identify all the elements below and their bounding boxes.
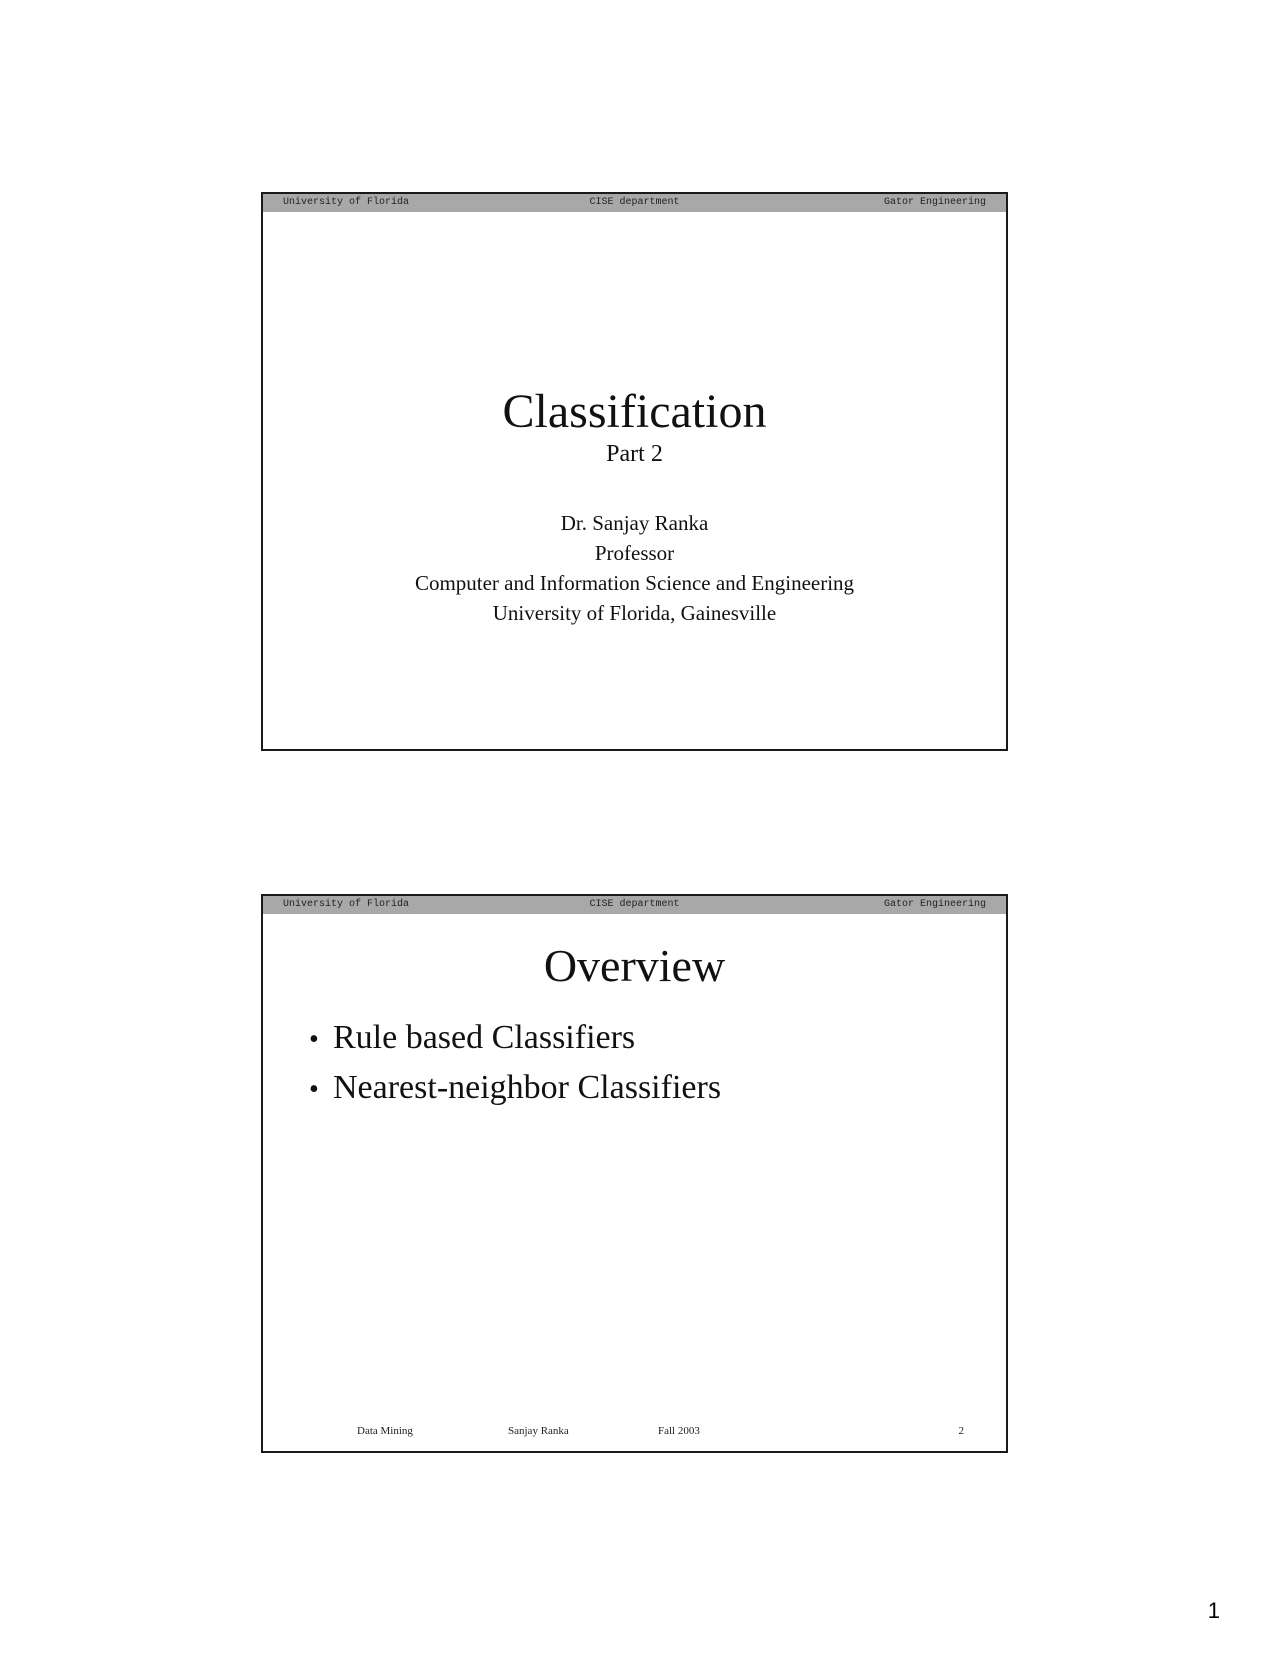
slide-1 <box>261 192 1008 751</box>
author-position: Professor <box>594 541 675 565</box>
slide-subtitle: Part 2 <box>606 441 663 467</box>
bullet-text: Nearest-neighbor Classifiers <box>333 1069 722 1106</box>
footer-slide-number: 2 <box>958 1425 964 1437</box>
header-department: CISE department <box>589 197 680 208</box>
author-department: Computer and Information Science and Engineering <box>414 571 855 595</box>
slide-header <box>263 896 1006 914</box>
slide-title: Overview <box>543 940 726 991</box>
author-block <box>263 508 1006 628</box>
slide-footer <box>263 1423 1006 1439</box>
bullet-text: Rule based Classifiers <box>333 1019 636 1056</box>
list-item <box>309 1064 721 1114</box>
footer-author: Sanjay Ranka <box>508 1425 569 1437</box>
list-item <box>309 1014 721 1064</box>
slide-header <box>263 194 1006 212</box>
bullet-icon: • <box>309 1024 319 1055</box>
header-engineering: Gator Engineering <box>883 899 986 910</box>
page-number: 1 <box>1207 1598 1220 1623</box>
bullet-list <box>309 1014 721 1114</box>
slide-title: Classification <box>502 385 767 438</box>
slide-2 <box>261 894 1008 1453</box>
footer-course: Data Mining <box>357 1425 413 1437</box>
footer-term: Fall 2003 <box>658 1425 700 1437</box>
header-university: University of Florida <box>283 197 410 208</box>
header-university: University of Florida <box>283 899 410 910</box>
header-engineering: Gator Engineering <box>883 197 986 208</box>
author-institution: University of Florida, Gainesville <box>492 601 777 625</box>
author-name: Dr. Sanjay Ranka <box>560 511 709 535</box>
bullet-icon: • <box>309 1074 319 1105</box>
header-department: CISE department <box>589 899 680 910</box>
